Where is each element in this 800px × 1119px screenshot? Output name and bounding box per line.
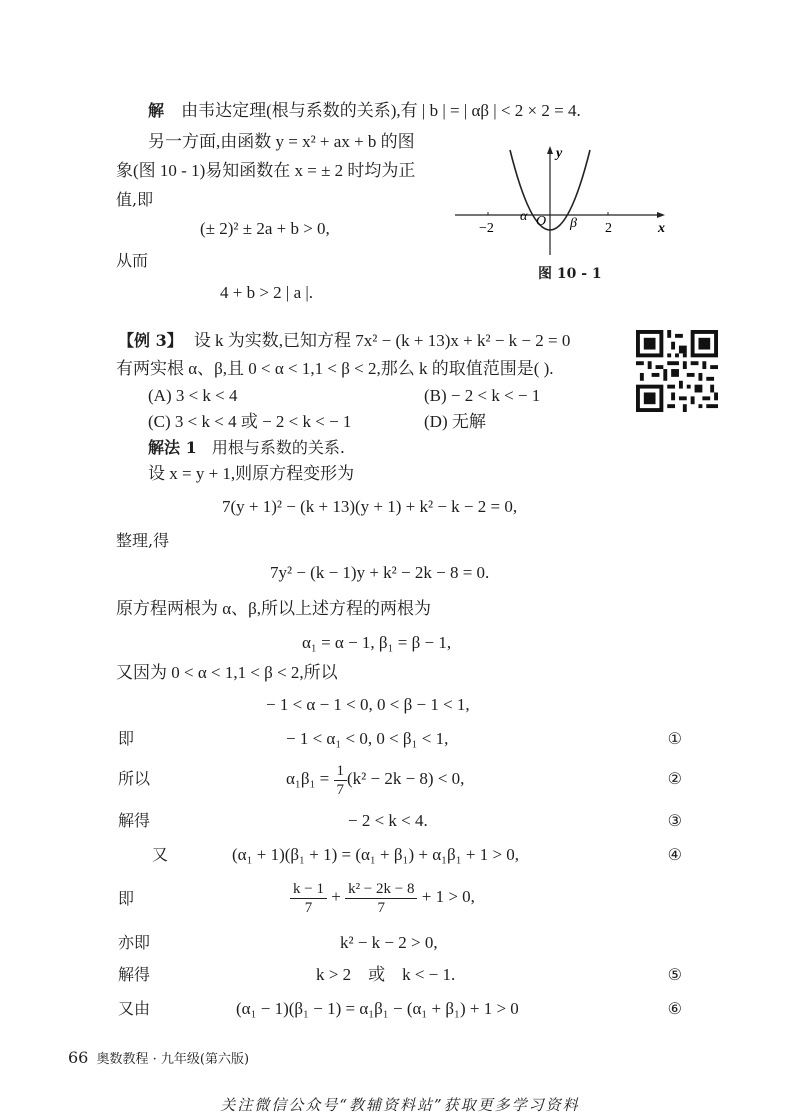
solution1-title-text: 用根与系数的关系. — [211, 438, 345, 457]
fraction — [334, 762, 348, 799]
y-axis-arrow-icon — [547, 146, 553, 154]
row-label: 亦即 — [118, 933, 151, 952]
eq-suffix: (k² − 2k − 8) < 0, — [347, 769, 465, 788]
option-c: (C) 3 < k < 4 或 − 2 < k < − 1 — [148, 412, 352, 431]
equation-1: (± 2)² ± 2a + b > 0, — [200, 219, 330, 238]
equation-number: ③ — [667, 811, 682, 830]
text-line3: 象(图 10 - 1)易知函数在 x = ± 2 时均为正 — [116, 161, 416, 180]
beta-label: β — [570, 216, 577, 231]
solution-label: 解 — [148, 101, 165, 120]
equation-2: 4 + b > 2 | a |. — [220, 283, 314, 302]
equation-number: ① — [667, 729, 682, 748]
figure-caption: 图 10 - 1 — [538, 266, 602, 282]
page-number: 66 — [68, 1048, 89, 1067]
sol-equation2: 7y² − (k − 1)y + k² − 2k − 8 = 0. — [270, 563, 490, 582]
example3-tag: 【例 3】 — [118, 331, 183, 350]
fraction-denominator: 7 — [377, 899, 386, 916]
row-label: 又由 — [118, 999, 151, 1018]
plus-sign: + — [326, 887, 346, 906]
solution1-heading — [148, 437, 345, 459]
sol-line3: 原方程两根为 α、β,所以上述方程的两根为 — [116, 599, 432, 618]
text-line2: 另一方面,由函数 y = x² + ax + b 的图 — [148, 132, 415, 151]
equation-number: ⑥ — [667, 999, 682, 1018]
row-label: 即 — [118, 889, 135, 908]
eq-prefix: α₁β₁ = — [286, 769, 334, 788]
row-label: 解得 — [118, 811, 151, 830]
text-line5: 从而 — [116, 251, 149, 270]
bottom-watermark-note: 关注微信公众号“教辅资料站”获取更多学习资料 — [220, 1096, 580, 1114]
sol-equation4: − 1 < α − 1 < 0, 0 < β − 1 < 1, — [266, 695, 470, 714]
qr-code-icon[interactable] — [636, 330, 718, 412]
row-label: 又 — [152, 845, 169, 864]
sol-line1: 设 x = y + 1,则原方程变形为 — [148, 464, 355, 483]
row-equation: (α₁ − 1)(β₁ − 1) = α₁β₁ − (α₁ + β₁) + 1 > 0 — [236, 999, 519, 1018]
row-equation: (α₁ + 1)(β₁ + 1) = (α₁ + β₁) + α₁β₁ + 1 > 0, — [232, 845, 520, 864]
sol-line2: 整理,得 — [116, 531, 170, 550]
page-footer — [68, 1048, 249, 1067]
solution1-title: 解法 1 — [148, 438, 197, 457]
y-axis-label: y — [556, 146, 563, 161]
text-line4: 值,即 — [116, 190, 154, 209]
fraction-numerator: k − 1 — [290, 880, 327, 899]
row-equation: − 2 < k < 4. — [348, 811, 428, 830]
fraction-denominator: 7 — [336, 781, 344, 798]
alpha-label: α — [520, 209, 528, 224]
sol-equation3: α₁ = α − 1, β₁ = β − 1, — [302, 633, 452, 652]
equation-number: ④ — [667, 845, 682, 864]
fraction — [345, 880, 417, 917]
example3-line2: 有两实根 α、β,且 0 < α < 1,1 < β < 2,那么 k 的取值范围是( ). — [116, 359, 554, 378]
row-equation: − 1 < α₁ < 0, 0 < β₁ < 1, — [286, 729, 449, 748]
row-equation — [290, 875, 475, 919]
fraction — [290, 880, 327, 917]
fraction-numerator: k² − 2k − 8 — [345, 880, 417, 899]
row-equation: k > 2 或 k < − 1. — [316, 965, 456, 984]
equation-number: ② — [667, 769, 682, 788]
row-label: 所以 — [118, 769, 151, 788]
row-label: 解得 — [118, 965, 151, 984]
solution-text-line1: 由韦达定理(根与系数的关系),有 | b | = | αβ | < 2 × 2 = 4. — [181, 101, 581, 120]
row-equation — [286, 758, 464, 800]
tick-neg2-label: −2 — [479, 221, 494, 236]
book-title: 奥数教程 · 九年级(第六版) — [96, 1052, 250, 1067]
fraction-denominator: 7 — [304, 899, 313, 916]
option-d: (D) 无解 — [424, 412, 486, 431]
sol-equation1: 7(y + 1)² − (k + 13)(y + 1) + k² − k − 2 = 0, — [222, 497, 518, 516]
origin-label: O — [536, 214, 547, 229]
option-a: (A) 3 < k < 4 — [148, 386, 238, 405]
sol-line4: 又因为 0 < α < 1,1 < β < 2,所以 — [116, 663, 338, 682]
parabola-figure — [450, 140, 680, 260]
eq-suffix: + 1 > 0, — [417, 887, 475, 906]
row-label: 即 — [118, 729, 135, 748]
row-equation: k² − k − 2 > 0, — [340, 933, 438, 952]
fraction-numerator: 1 — [334, 762, 348, 781]
example3-line1 — [118, 330, 570, 352]
option-b: (B) − 2 < k < − 1 — [424, 386, 541, 405]
solution-paragraph — [148, 100, 581, 122]
example3-text1: 设 k 为实数,已知方程 7x² − (k + 13)x + k² − k − 2 = 0 — [193, 331, 571, 350]
x-axis-arrow-icon — [657, 212, 665, 218]
tick-pos2-label: 2 — [605, 221, 612, 236]
x-axis-label: x — [658, 221, 665, 236]
equation-number: ⑤ — [667, 965, 682, 984]
